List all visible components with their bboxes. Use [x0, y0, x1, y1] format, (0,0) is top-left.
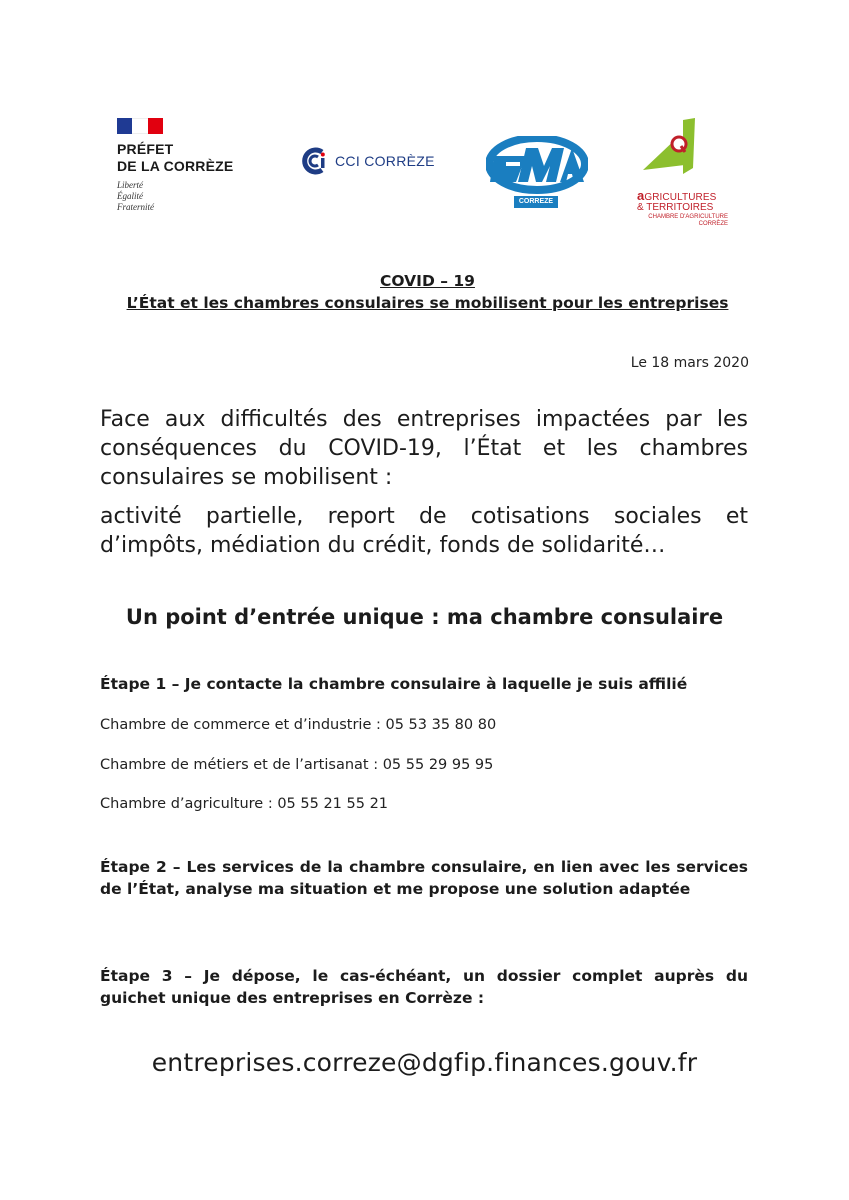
- agri-line2: & TERRITOIRES: [637, 202, 714, 213]
- french-flag-icon: [117, 118, 163, 134]
- step-2-text: Étape 2 – Les services de la chambre consulaire, en lien avec les services de l’État, analyse ma situation et me propose une solution adaptée: [100, 858, 748, 898]
- agri-line3: CHAMBRE D'AGRICULTURE CORRÈZE: [648, 214, 728, 227]
- document-title-block: [0, 270, 849, 314]
- section-heading: Un point d’entrée unique : ma chambre consulaire: [125, 605, 724, 629]
- intro-paragraph-2: activité partielle, report de cotisations sociales et d’impôts, médiation du crédit, fonds de solidarité…: [100, 504, 748, 558]
- document-date: Le 18 mars 2020: [630, 355, 749, 371]
- contact-cci: Chambre de commerce et d’industrie : 05 53 35 80 80: [100, 717, 497, 733]
- prefet-title-line1: PRÉFET: [117, 141, 174, 157]
- document-title: COVID – 19: [380, 272, 475, 290]
- prefet-logo: [117, 118, 267, 213]
- contact-agriculture: Chambre d’agriculture : 05 55 21 55 21: [100, 796, 389, 812]
- agri-line1: aGRICULTURES: [637, 188, 717, 203]
- cma-mark-icon: [486, 136, 588, 194]
- cci-logo: [300, 146, 435, 176]
- prefet-title-line2: DE LA CORRÈZE: [117, 158, 234, 174]
- step-1-heading: Étape 1 – Je contacte la chambre consulaire à laquelle je suis affilié: [100, 675, 688, 693]
- step-3-text: Étape 3 – Je dépose, le cas-échéant, un dossier complet auprès du guichet unique des entreprises en Corrèze :: [100, 967, 748, 1007]
- cma-badge: CORREZE: [514, 196, 558, 208]
- email-address[interactable]: entreprises.correze@dgfip.finances.gouv.fr: [151, 1048, 698, 1077]
- cci-mark-icon: [300, 146, 330, 176]
- document-subtitle: L’État et les chambres consulaires se mobilisent pour les entreprises: [126, 294, 729, 312]
- cci-logo-text: CCI CORRÈZE: [335, 153, 435, 169]
- contact-cma: Chambre de métiers et de l’artisanat : 05 55 29 95 95: [100, 757, 494, 773]
- intro-text: [100, 405, 748, 560]
- agri-logo: [635, 118, 735, 227]
- republic-motto: Liberté Égalité Fraternité: [117, 180, 154, 212]
- agri-mark-icon: [635, 118, 735, 186]
- contact-email: [0, 1048, 849, 1077]
- cma-logo: [486, 136, 588, 214]
- intro-paragraph-1: Face aux difficultés des entreprises impactées par les conséquences du COVID-19, l’État et les chambres consulaires se mobilisent :: [100, 407, 748, 490]
